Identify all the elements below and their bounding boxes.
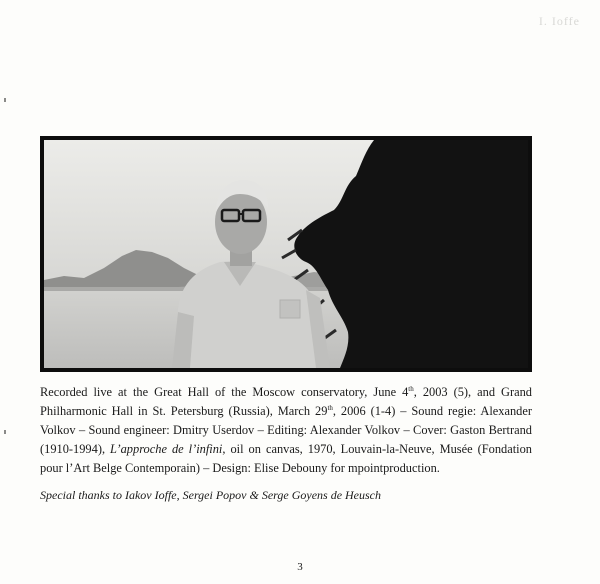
man-pocket [280,300,300,318]
credits-part-4: , oil on canvas, 1970, Louvain-la-Neuve, Musée (Fondation pour l’Art Belge Contemporain) – Design: Elise Debouny for mpointproduction. [40,442,532,475]
edge-mark-bottom [4,430,6,434]
page-number: 3 [297,561,303,573]
credits-sup-1: th [408,384,414,393]
portrait-photo-image [44,140,528,368]
special-thanks: Special thanks to Iakov Ioffe, Sergei Popov & Serge Goyens de Heusch [40,488,382,502]
credits-part-2: , 2003 (5), and Grand Philharmonic Hall in St. Petersburg (Russia), March 29 [40,385,532,418]
portrait-photo [40,136,532,372]
artwork-title: L’approche de l’infini [110,442,223,456]
credits-part-3: , 2006 (1-4) – Sound regie: Alexander Volkov – Sound engineer: Dmitry Userdov – Editing: Alexander Volkov – Cover: Gaston Bertrand (1910-1994), [40,404,532,456]
edge-mark-top [4,98,6,102]
credits-sup-2: th [327,403,333,412]
recording-credits [40,383,532,478]
bleed-through-text: I. Ioffe [538,14,580,28]
credits-part-1: Recorded live at the Great Hall of the Moscow conservatory, June 4 [40,385,409,399]
